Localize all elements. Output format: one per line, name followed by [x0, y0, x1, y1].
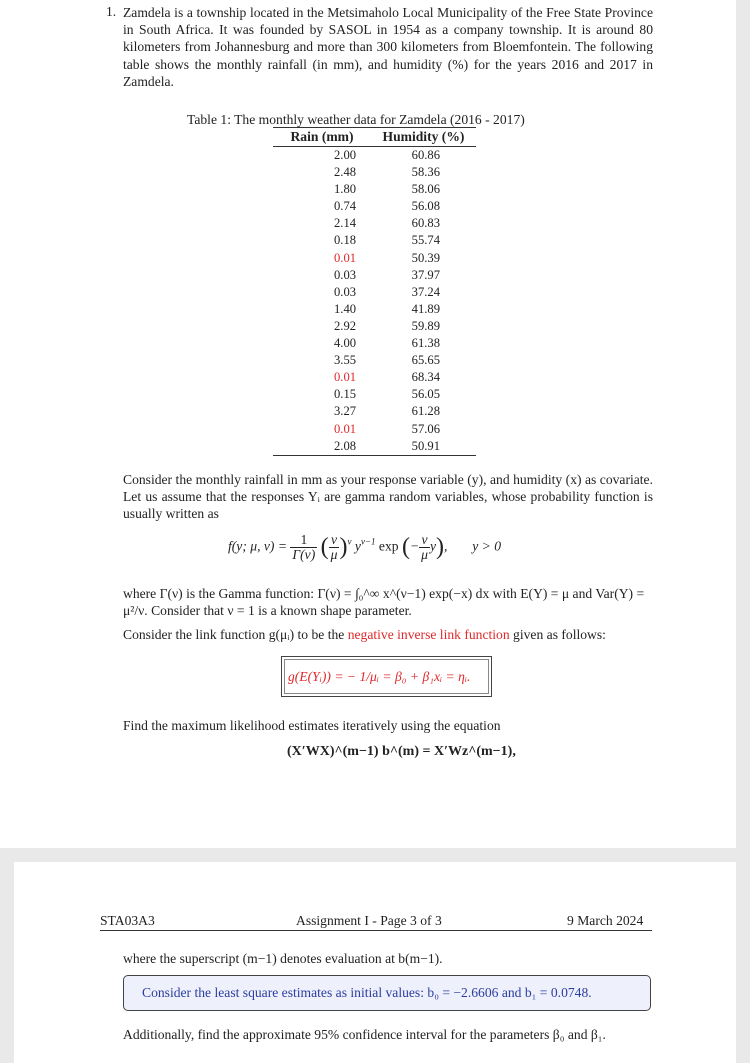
- question-number: 1.: [106, 4, 117, 19]
- footer-rule: [100, 930, 652, 931]
- table-row: [273, 215, 476, 232]
- humidity-cell: 37.24: [411, 284, 440, 299]
- rain-cell: 0.01: [334, 421, 357, 436]
- pdf-condition: y > 0: [472, 538, 502, 554]
- gamma-pdf-equation: f(y; μ, ν) = $\frac{1}{\Gamma(\nu)}$ ( $\frac{\nu}{\mu}$ )$^\nu$ $y^{\nu-1}$ exp (− $\frac{\nu}{\mu}$ y), y > 0: [228, 532, 502, 562]
- humidity-cell: 50.91: [371, 438, 476, 456]
- table-caption: Table 1: The monthly weather data for Zamdela (2016 - 2017): [187, 112, 525, 127]
- humidity-cell: 61.38: [411, 336, 440, 351]
- mle-equation: (X′WX)^(m−1) b^(m) = X′Wz^(m−1),: [287, 744, 516, 759]
- table-row: [273, 147, 476, 165]
- humidity-cell: 56.05: [411, 387, 440, 402]
- table-row: [273, 352, 476, 369]
- table-row: [273, 369, 476, 386]
- link-suffix: given as follows:: [509, 627, 606, 642]
- rain-cell: 0.15: [334, 387, 357, 402]
- rain-cell: 1.80: [334, 182, 357, 197]
- table-row: [273, 386, 476, 403]
- rain-cell: 2.48: [334, 165, 357, 180]
- rain-cell: 2.92: [334, 318, 357, 333]
- table-row: [273, 421, 476, 438]
- link-highlight: negative inverse link function: [347, 627, 510, 642]
- humidity-cell: 58.36: [411, 165, 440, 180]
- humidity-cell: 68.34: [411, 370, 440, 385]
- table-row: [273, 164, 476, 181]
- gamma-function-note: where Γ(ν) is the Gamma function: Γ(ν) = ∫₀^∞ x^(ν−1) exp(−x) dx with E(Y) = μ and Var(Y) = μ²/ν. Consider that ν = 1 is a known shape parameter.: [123, 586, 645, 619]
- rain-cell: 0.01: [334, 370, 357, 385]
- rain-cell: 3.55: [334, 353, 357, 368]
- link-equation-box: [281, 656, 492, 697]
- humidity-cell: 65.65: [411, 353, 440, 368]
- table-row: [273, 181, 476, 198]
- footer-course: STA03A3: [100, 913, 155, 928]
- table-row: [273, 267, 476, 284]
- link-equation: g(E(Yᵢ)) = − 1/μᵢ = β₀ + β₁xᵢ = ηᵢ.: [284, 659, 489, 694]
- weather-table-body: [273, 147, 476, 456]
- rain-cell: 2.08: [273, 438, 371, 456]
- humidity-cell: 59.89: [411, 318, 440, 333]
- rain-cell: 2.00: [334, 148, 357, 162]
- humidity-cell: 60.83: [411, 216, 440, 231]
- humidity-cell: 50.39: [411, 250, 440, 265]
- weather-table: [273, 127, 476, 456]
- table-row: [273, 232, 476, 249]
- humidity-cell: 55.74: [411, 233, 440, 248]
- rain-cell: 0.18: [334, 233, 357, 248]
- table-row: [273, 335, 476, 352]
- footer-page: Assignment I - Page 3 of 3: [296, 913, 442, 928]
- confidence-interval-text: Additionally, find the approximate 95% confidence interval for the parameters β₀ and β₁.: [123, 1027, 606, 1042]
- link-prefix: Consider the link function g(μᵢ) to be the: [123, 627, 348, 642]
- rain-cell: 0.03: [334, 284, 357, 299]
- rain-cell: 0.01: [334, 250, 357, 265]
- rain-cell: 3.27: [334, 404, 357, 419]
- humidity-cell: 58.06: [411, 182, 440, 197]
- table-row: [273, 198, 476, 215]
- find-mle-text: Find the maximum likelihood estimates iteratively using the equation: [123, 718, 501, 733]
- rain-cell: 0.03: [334, 267, 357, 282]
- rain-cell: 1.40: [334, 301, 357, 316]
- initial-values-callout: Consider the least square estimates as initial values: b₀ = −2.6606 and b₁ = 0.0748.: [123, 975, 651, 1011]
- rain-cell: 4.00: [334, 336, 357, 351]
- table-row: [273, 403, 476, 420]
- link-function-line: [123, 626, 653, 643]
- humidity-cell: 61.28: [411, 404, 440, 419]
- header-humidity: Humidity (%): [371, 128, 476, 147]
- rain-cell: 0.74: [334, 199, 357, 214]
- consider-paragraph: Consider the monthly rainfall in mm as your response variable (y), and humidity (x) as covariate. Let us assume that the responses Yᵢ are gamma random variables, whose probability function is usually written as: [123, 472, 653, 522]
- humidity-cell: 60.86: [411, 148, 440, 162]
- humidity-cell: 56.08: [411, 199, 440, 214]
- table-row: [273, 284, 476, 301]
- question-intro: Zamdela is a township located in the Metsimaholo Local Municipality of the Free State Province in South Africa. It was founded by SASOL in 1954 as a company township. It is around 80 kilometers from Johannesburg and more than 300 kilometers from Bloemfontein. The following table shows the monthly rainfall (in mm), and humidity (%) for the years 2016 and 2017 in Zamdela.: [123, 5, 653, 89]
- humidity-cell: 57.06: [411, 421, 440, 436]
- humidity-cell: 37.97: [411, 267, 440, 282]
- footer-date: 9 March 2024: [567, 913, 644, 928]
- header-rain: Rain (mm): [273, 128, 371, 147]
- table-row: [273, 301, 476, 318]
- table-row: [273, 438, 476, 456]
- superscript-note: where the superscript (m−1) denotes evaluation at b(m−1).: [123, 951, 443, 966]
- table-row: [273, 250, 476, 267]
- table-row: [273, 318, 476, 335]
- humidity-cell: 41.89: [411, 301, 440, 316]
- rain-cell: 2.14: [334, 216, 357, 231]
